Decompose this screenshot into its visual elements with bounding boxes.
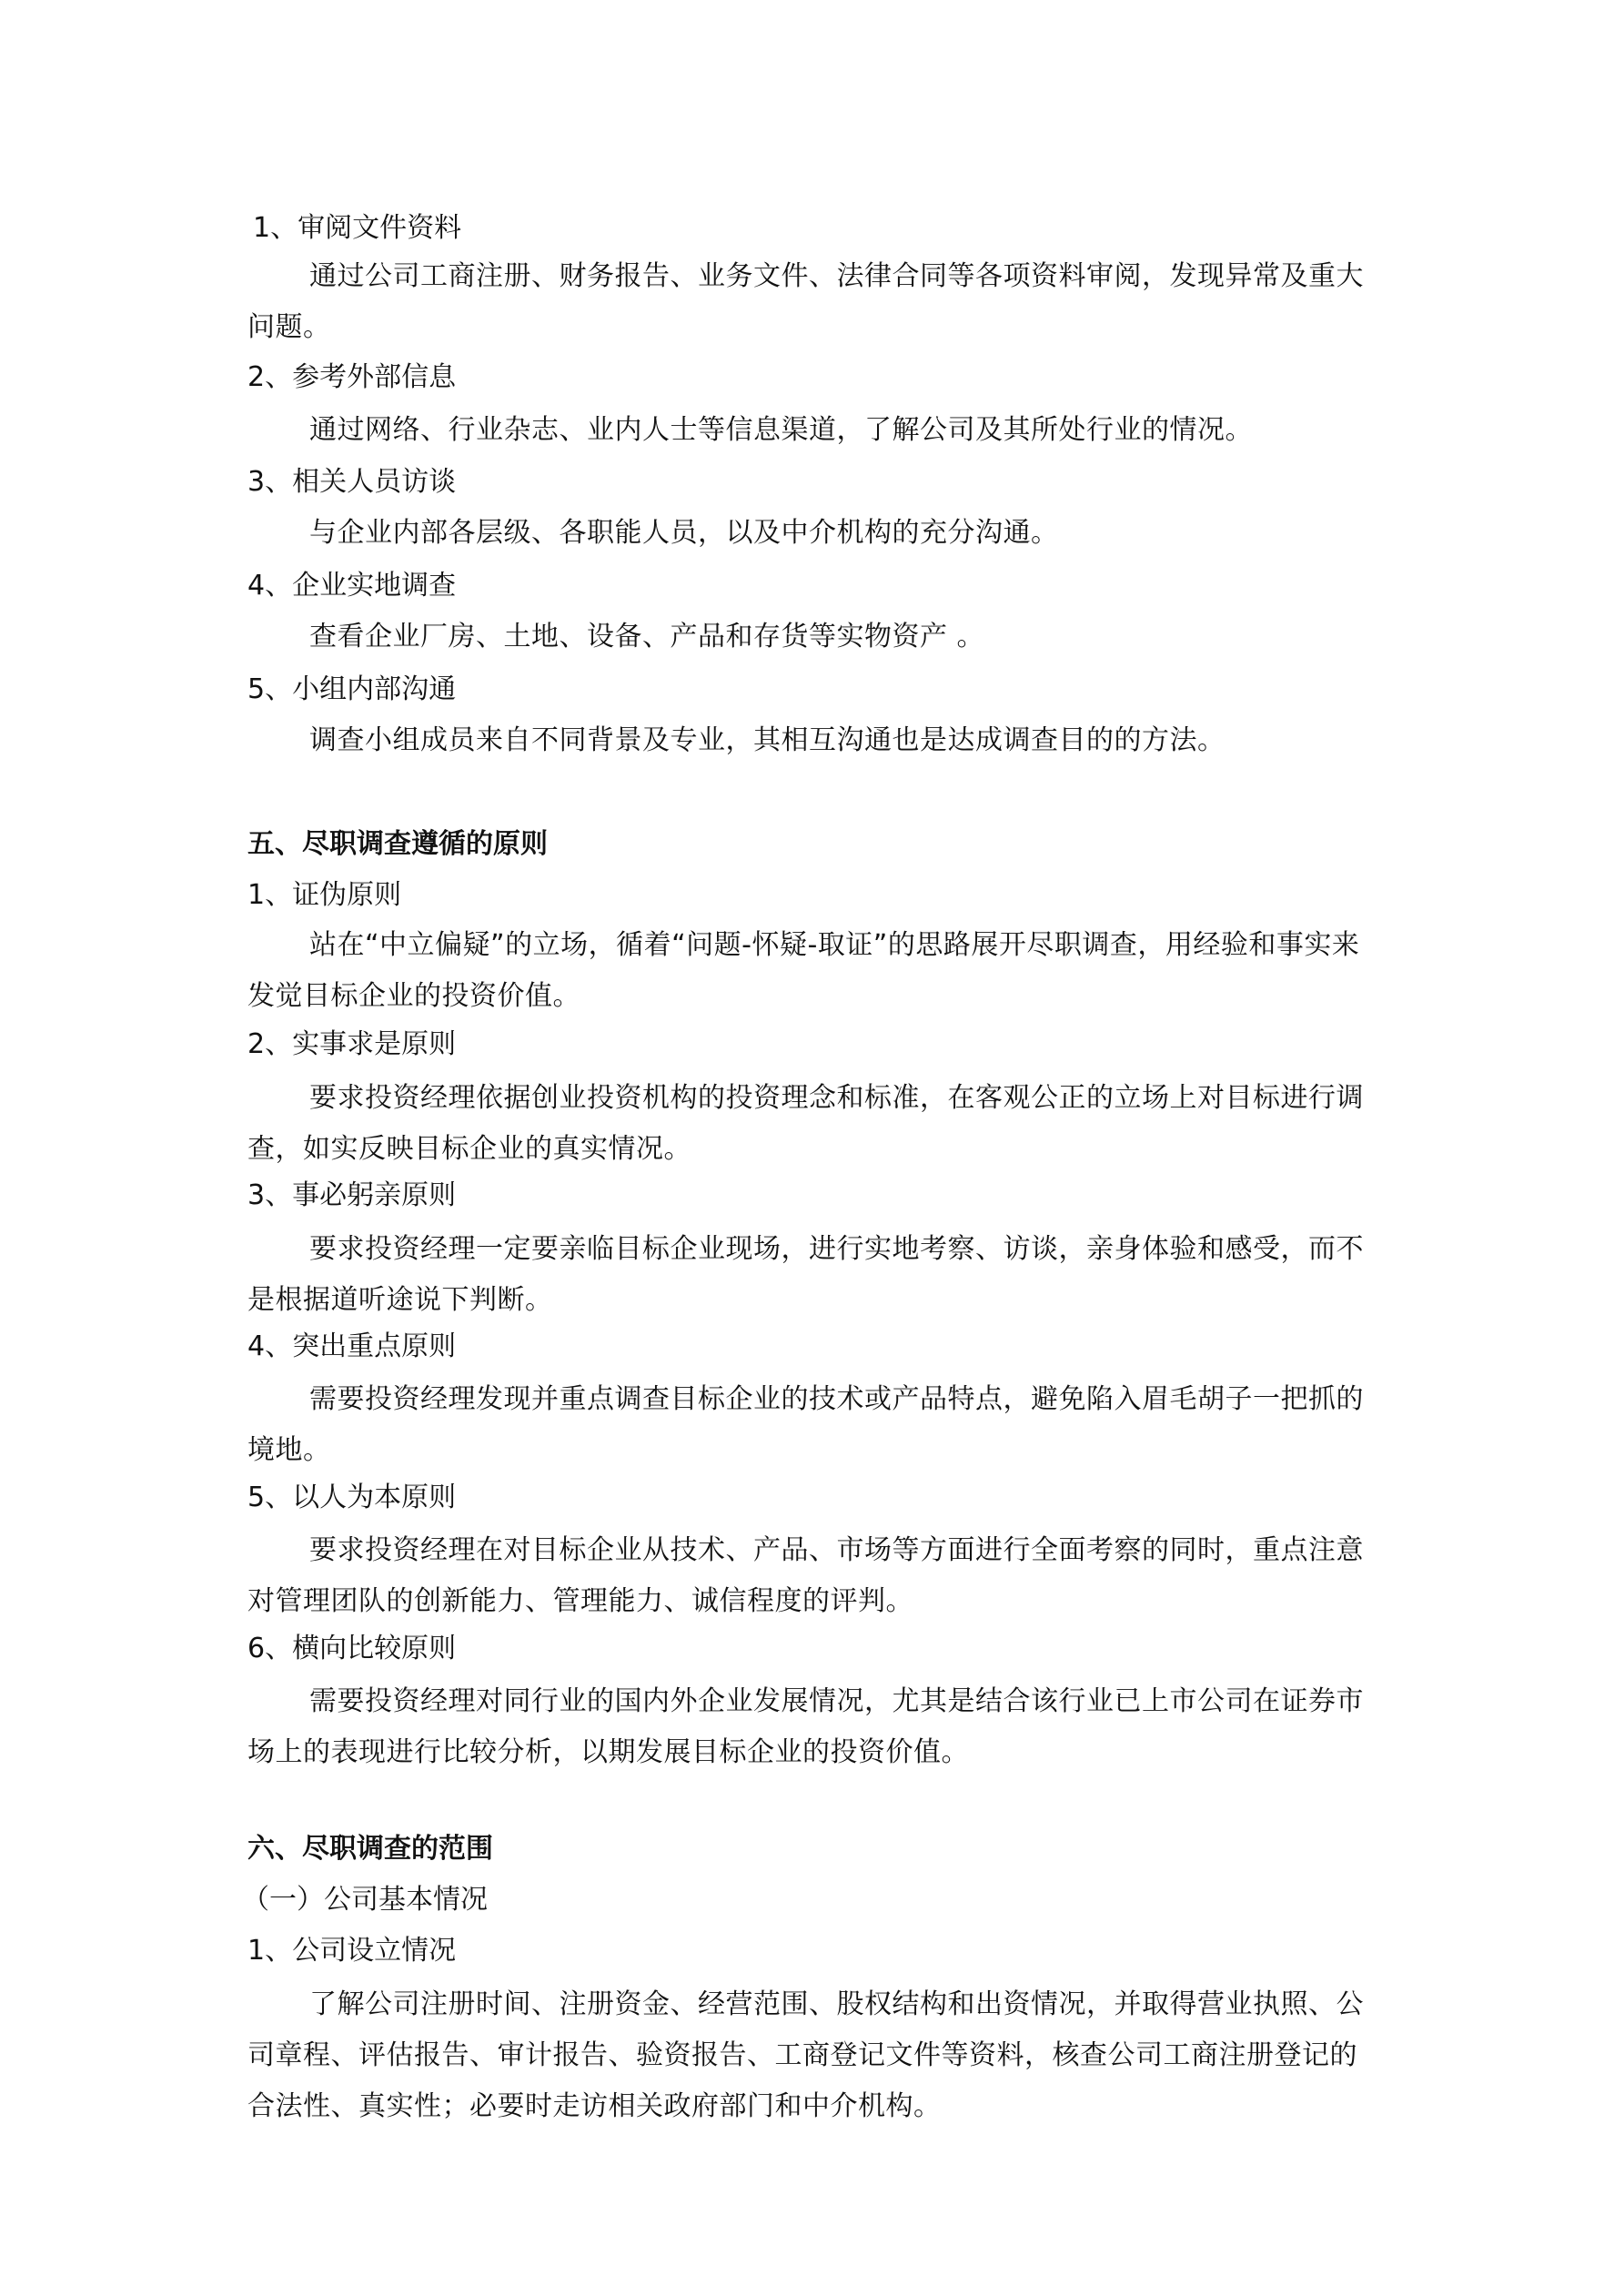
section-6-subheading: （一）公司基本情况 [242, 1884, 488, 1916]
principle-5-title: 5、以人为本原则 [247, 1482, 457, 1513]
section-5-heading: 五、尽职调查遵循的原则 [247, 828, 548, 860]
method-3-title: 3、相关人员访谈 [247, 466, 457, 498]
principle-2-text: 要求投资经理依据创业投资机构的投资理念和标准，在客观公正的立场上对目标进行调查，如实反映目标企业的真实情况。 [247, 1082, 1364, 1165]
principle-1-text: 站在“中立偏疑”的立场，循着“问题-怀疑-取证”的思路展开尽职调查，用经验和事实来发觉目标企业的投资价值。 [247, 929, 1360, 1012]
method-3-text: 与企业内部各层级、各职能人员，以及中介机构的充分沟通。 [309, 517, 1059, 549]
method-2-title: 2、参考外部信息 [247, 361, 457, 393]
method-1-text: 通过公司工商注册、财务报告、业务文件、法律合同等各项资料审阅，发现异常及重大问题。 [247, 260, 1364, 343]
principle-5-text: 要求投资经理在对目标企业从技术、产品、市场等方面进行全面考察的同时，重点注意对管理团队的创新能力、管理能力、诚信程度的评判。 [247, 1534, 1364, 1617]
method-5-title: 5、小组内部沟通 [247, 673, 457, 705]
method-1-title: 1、审阅文件资料 [253, 212, 462, 244]
principle-3-text: 要求投资经理一定要亲临目标企业现场，进行实地考察、访谈，亲身体验和感受，而不是根据道听途说下判断。 [247, 1233, 1364, 1316]
section-6-heading: 六、尽职调查的范围 [247, 1833, 493, 1865]
method-4-title: 4、企业实地调查 [247, 570, 457, 602]
method-5-text: 调查小组成员来自不同背景及专业，其相互沟通也是达成调查目的的方法。 [309, 724, 1226, 756]
principle-6-title: 6、横向比较原则 [247, 1633, 457, 1664]
method-4-text: 查看企业厂房、土地、设备、产品和存货等实物资产 。 [309, 621, 985, 652]
principle-1-title: 1、证伪原则 [247, 879, 402, 911]
scope-1-text: 了解公司注册时间、注册资金、经营范围、股权结构和出资情况，并取得营业执照、公司章程、评估报告、审计报告、验资报告、工商登记文件等资料，核查公司工商注册登记的合法性、真实性；必要时走访相关政府部门和中介机构。 [247, 1988, 1364, 2122]
method-2-text: 通过网络、行业杂志、业内人士等信息渠道，了解公司及其所处行业的情况。 [309, 414, 1253, 446]
principle-2-title: 2、实事求是原则 [247, 1028, 457, 1060]
principle-4-text: 需要投资经理发现并重点调查目标企业的技术或产品特点，避免陷入眉毛胡子一把抓的境地。 [247, 1383, 1364, 1466]
scope-1-title: 1、公司设立情况 [247, 1935, 457, 1967]
principle-4-title: 4、突出重点原则 [247, 1330, 457, 1362]
principle-6-text: 需要投资经理对同行业的国内外企业发展情况，尤其是结合该行业已上市公司在证券市场上的表现进行比较分析，以期发展目标企业的投资价值。 [247, 1685, 1364, 1768]
principle-3-title: 3、事必躬亲原则 [247, 1179, 457, 1211]
